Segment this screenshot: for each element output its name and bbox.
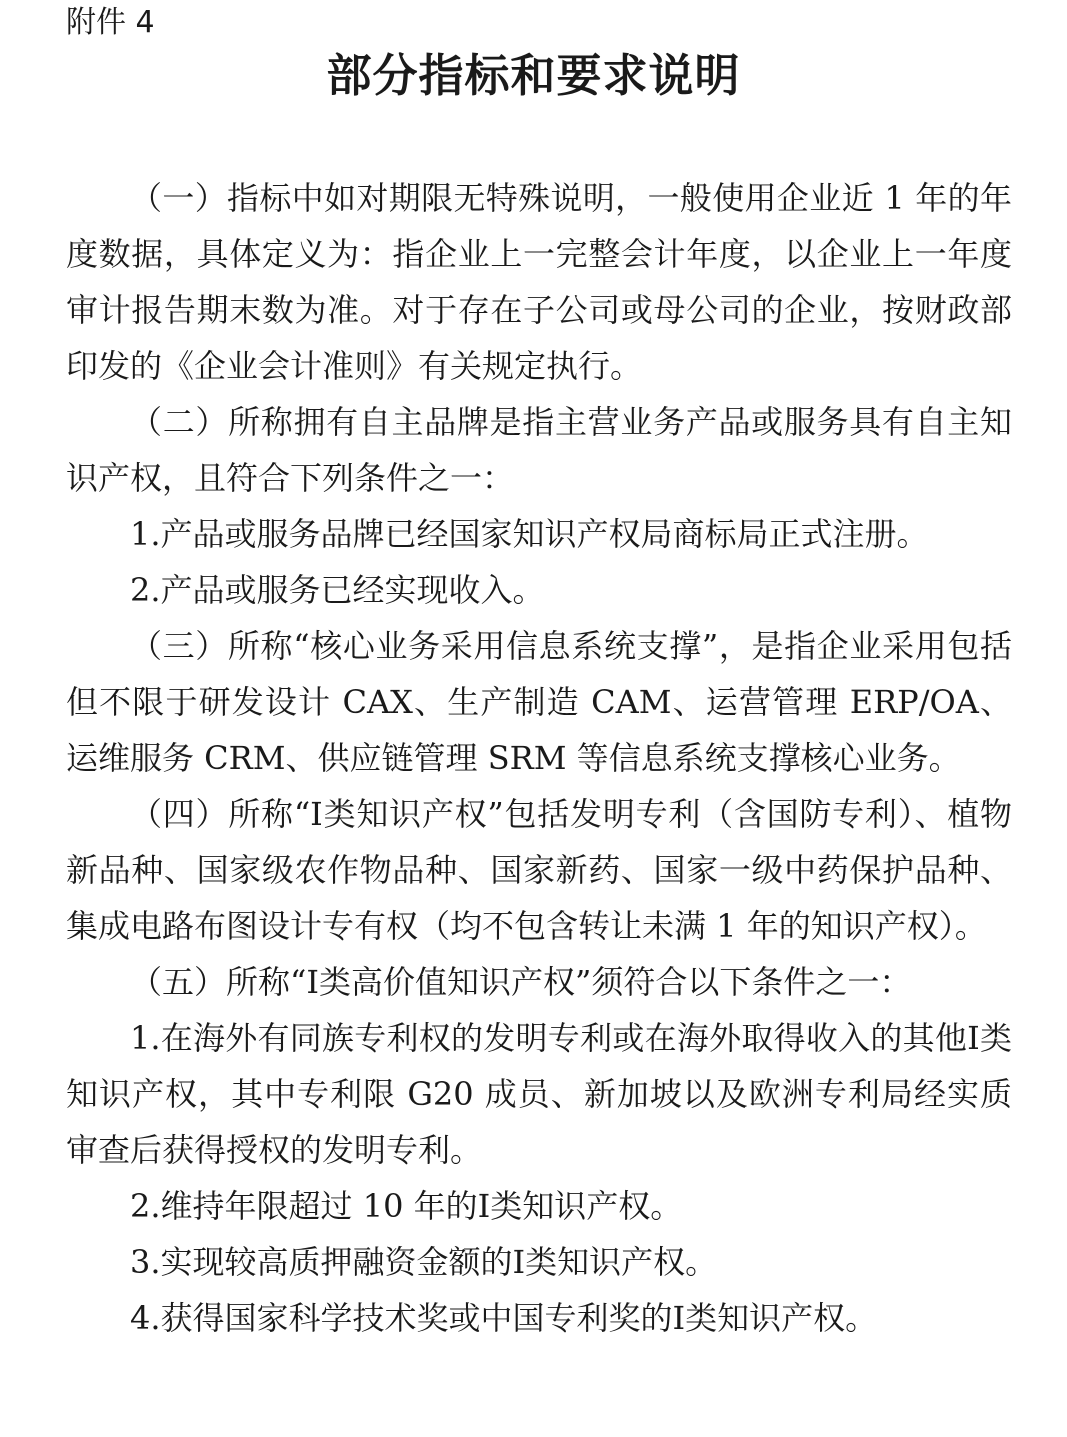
paragraph-2-condition-1: 1.产品或服务品牌已经国家知识产权局商标局正式注册。 [130,515,929,553]
paragraph-2-own-brand: （二）所称拥有自主品牌是指主营业务产品或服务具有自主知识产权，且符合下列条件之一： [66,403,1012,497]
paragraph-5-condition-2: 2.维持年限超过 10 年的I类知识产权。 [130,1187,683,1225]
page-title: 部分指标和要求说明 [326,49,741,102]
paragraph-4-class-i-ip: （四）所称“I类知识产权”包括发明专利（含国防专利）、植物新品种、国家级农作物品种、国家新药、国家一级中药保护品种、集成电路布图设计专有权（均不包含转让未满 1 年的知识产权）。 [66,795,1012,945]
paragraph-2-condition-2: 2.产品或服务已经实现收入。 [130,571,545,609]
paragraph-5-high-value-ip: （五）所称“I类高价值知识产权”须符合以下条件之一： [130,963,912,1001]
paragraph-3-information-systems: （三）所称“核心业务采用信息系统支撑”，是指企业采用包括但不限于研发设计 CAX、生产制造 CAM、运营管理 ERP/OA、运维服务 CRM、供应链管理 SRM 等信息系统支撑核心业务。 [66,627,1012,777]
attachment-label: 附件 4 [66,5,155,40]
paragraph-5-condition-3: 3.实现较高质押融资金额的I类知识产权。 [130,1243,718,1281]
paragraph-5-condition-1: 1.在海外有同族专利权的发明专利或在海外取得收入的其他I类知识产权，其中专利限 G20 成员、新加坡以及欧洲专利局经实质审查后获得授权的发明专利。 [66,1019,1012,1169]
paragraph-1-period-definition: （一）指标中如对期限无特殊说明，一般使用企业近 1 年的年度数据，具体定义为：指企业上一完整会计年度，以企业上一年度审计报告期末数为准。对于存在子公司或母公司的企业，按财政部印发的《企业会计准则》有关规定执行。 [66,179,1012,385]
paragraph-5-condition-4: 4.获得国家科学技术奖或中国专利奖的I类知识产权。 [130,1299,878,1337]
document-body [66,170,1012,1346]
